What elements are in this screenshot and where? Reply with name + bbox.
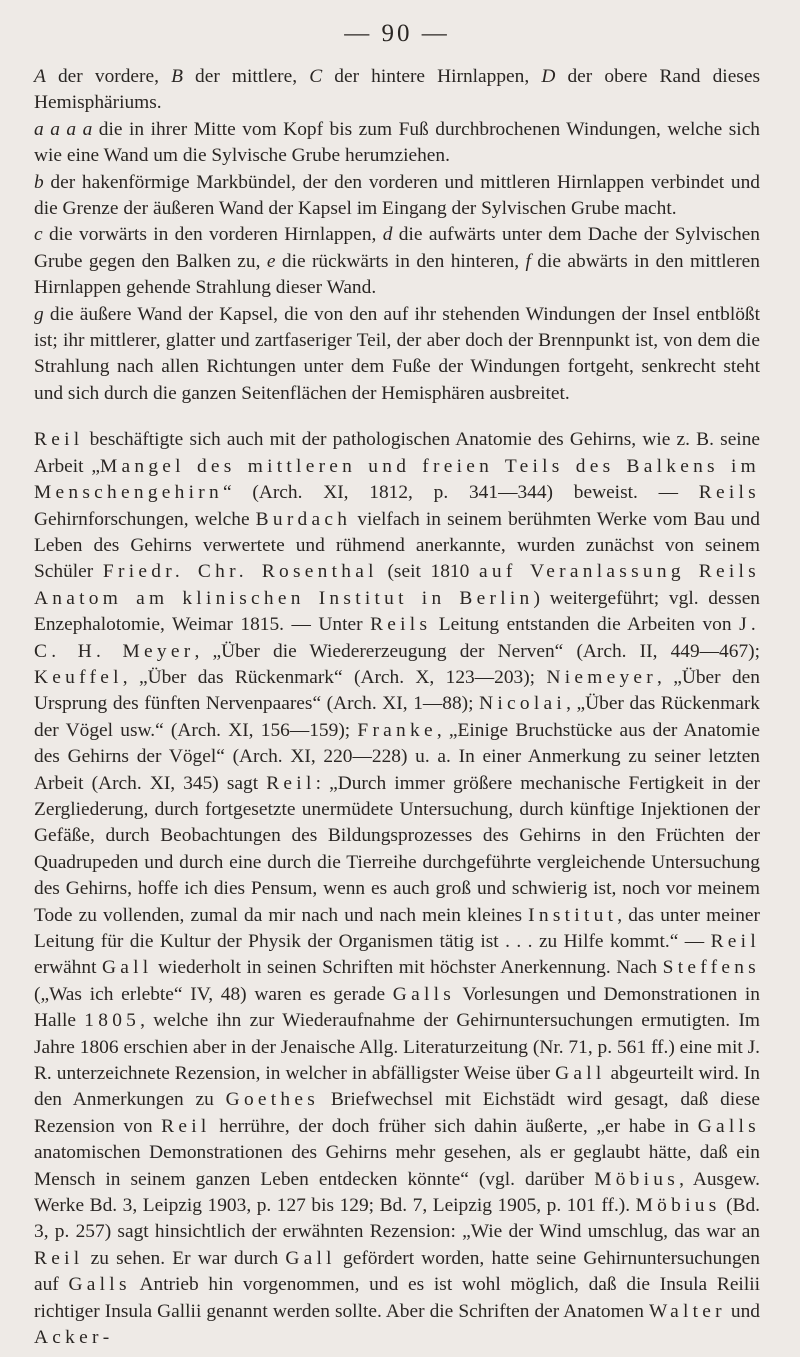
section-gap [34, 407, 760, 427]
page-number: — 90 — [344, 20, 450, 47]
legend-entry: a a a a die in ihrer Mitte vom Kopf bis zum Fuß durchbrochenen Windungen, welche sich wie eine Wand um die Sylvische Grube herumziehen. [34, 118, 760, 167]
legend-entry: A der vordere, B der mittlere, C der hintere Hirnlappen, D der obere Rand dieses Hemisphäriums. [34, 66, 761, 114]
body-paragraph: Reil beschäftigte sich auch mit der pathologischen Anatomie des Gehirns, wie z. B. seine Arbeit „Mangel des mittleren und freien Teils des Balkens im Menschengehirn“ (Arch. XI, 1812, p. 341—344) beweist. — Reils Gehirnforschungen, welche Burdach vielfach in seinem berühmten Werke vom Bau und Leben des Gehirns verwertete und rühmend anerkannte, wurden zunächst von seinem Schüler Friedr. Chr. Rosenthal (seit 1810 auf Veranlassung Reils Anatom am klinischen Institut in Berlin) weitergeführt; vgl. dessen Enzephalotomie, Weimar 1815. — Unter Reils Leitung entstanden die Arbeiten von J. C. H. Meyer, „Über die Wiedererzeugung der Nerven“ (Arch. II, 449—467); Keuffel, „Über das Rückenmark“ (Arch. X, 123—203); Niemeyer, „Über den Ursprung des fünften Nervenpaares“ (Arch. XI, 1—88); Nicolai, „Über das Rückenmark der Vögel usw.“ (Arch. XI, 156—159); Franke, „Einige Bruchstücke aus der Anatomie des Gehirns der Vögel“ (Arch. XI, 220—228) u. a. In einer Anmerkung zu seiner letzten Arbeit (Arch. XI, 345) sagt Reil: „Durch immer größere mechanische Fertigkeit in der Zergliederung, durch fortgesetzte unermüdete Untersuchung, durch künftige Injektionen der Gefäße, durch Beobachtungen des Bildungsprozesses des Gehirns in den Früchten der Quadrupeden und durch eine durch die Tierreihe durchgeführte vergleichende Untersuchung des Gehirns, hoffe ich dies Pensum, wenn es auch groß und schwierig ist, noch vor meinem Tode zu vollenden, zumal da mir nach und nach mein kleines Institut, das unter meiner Leitung für die Kultur der Physik der Organismen tätig ist . . . zu Hilfe kommt.“ — Reil erwähnt Gall wiederholt in seinen Schriften mit höchster Anerkennung. Nach Steffens („Was ich erlebte“ IV, 48) waren es gerade Galls Vorlesungen und Demonstrationen in Halle 1805, welche ihn zur Wiederaufnahme der Gehirnuntersuchungen ermutigten. Im Jahre 1806 erschien aber in der Jenaische Allg. Literaturzeitung (Nr. 71, p. 561 ff.) eine mit J. R. unterzeichnete Rezension, in welcher in abfälligster Weise über Gall abgeurteilt wird. In den Anmerkungen zu Goethes Briefwechsel mit Eichstädt wird gesagt, daß diese Rezension von Reil herrühre, der doch früher sich dahin äußerte, „er habe in Galls anatomischen Demonstrationen des Gehirns mehr gesehen, als er geglaubt hätte, daß ein Mensch in seinem ganzen Leben entdecken könnte“ (vgl. darüber Möbius, Ausgew. Werke Bd. 3, Leipzig 1903, p. 127 bis 129; Bd. 7, Leipzig 1905, p. 101 ff.). Möbius (Bd. 3, p. 257) sagt hinsichtlich der erwähnten Rezension: „Wie der Wind umschlug, das war an Reil zu sehen. Er war durch Gall gefördert worden, hatte seine Gehirnuntersuchungen auf Galls Antrieb hin vorgenommen, und es ist wohl möglich, daß die Insula Reilii richtiger Insula Gallii genannt werden sollte. Aber die Schriften der Anatomen Walter und Acker- [34, 429, 761, 1349]
legend-entry: b der hakenförmige Markbündel, der den vorderen und mittleren Hirnlappen verbindet und die Grenze der äußeren Wand der Kapsel im Eingang der Sylvischen Grube macht. [34, 171, 760, 220]
figure-legend [34, 64, 760, 407]
legend-entry: c die vorwärts in den vorderen Hirnlappen, d die aufwärts unter dem Dache der Sylvischen Grube gegen den Balken zu, e die rückwärts in den hinteren, f die abwärts in den mittleren Hirnlappen gehende Strahlung dieser Wand. [34, 224, 760, 299]
main-text [34, 427, 760, 1351]
legend-entry: g die äußere Wand der Kapsel, die von den auf ihr stehenden Windungen der Insel entblößt ist; ihr mittlerer, glatter und zartfaseriger Teil, der aber doch der Brennpunkt ist, von dem die Strahlung nach allen Richtungen unter dem Fuße der Windungen fortgeht, senkrecht steht und sich durch die ganzen Seitenflächen der Hemisphären ausbreitet. [34, 303, 760, 404]
